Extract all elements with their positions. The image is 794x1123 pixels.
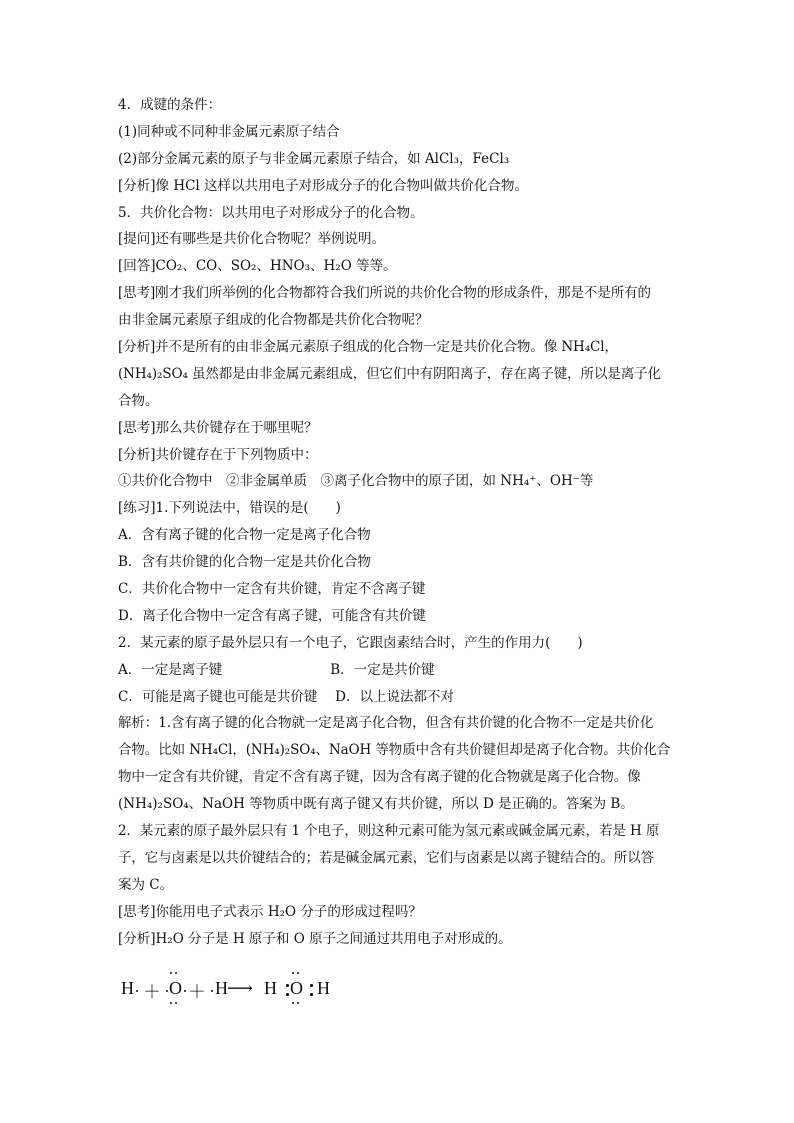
text-line-5: 5．共价化合物：以共用电子对形成分子的化合物。 (118, 204, 424, 221)
formula-plus1: ＋ (143, 982, 161, 1002)
formula-o1: O (169, 978, 182, 998)
text-line-9: 由非金属元素原子组成的化合物都是共价化合物呢？ (118, 312, 429, 329)
electron-dot (170, 972, 172, 974)
reaction-arrow: ⟶ (227, 978, 253, 998)
formula-plus2: ＋ (188, 982, 206, 1002)
electron-pair (310, 993, 313, 996)
options-cd-2: C．可能是离子键也可能是共价键 D．以上说法都不对 (118, 688, 454, 705)
option-c-1: C．共价化合物中一定含有共价键，肯定不含离子键 (118, 581, 426, 598)
text-line-16: [练习]1.下列说法中，错误的是( ) (118, 500, 341, 517)
electron-dot (175, 1002, 177, 1004)
options-ab-2: A．一定是离子键 B．一定是共价键 (118, 661, 435, 678)
text-line-7: [回答]CO₂、CO、SO₂、HNO₃、H₂O 等等。 (118, 258, 397, 275)
text-line-24: 解析：1.含有离子键的化合物就一定是离子化合物，但含有共价键的化合物不一定是共价化 (118, 715, 654, 732)
text-line-6: [提问]还有哪些是共价化合物呢？举例说明。 (118, 231, 386, 248)
formula-h3: H (264, 978, 277, 998)
text-line-10: [分析]并不是所有的由非金属元素原子组成的化合物一定是共价化合物。像 NH₄Cl， (118, 339, 618, 356)
electron-dot (184, 990, 186, 992)
text-line-28: 2．某元素的原子最外层只有 1 个电子，则这种元素可能为氢元素或碱金属元素，若是 H 原 (118, 823, 660, 840)
formula-h2: H (215, 978, 228, 998)
electron-dot (211, 990, 213, 992)
text-line-30: 案为 C。 (118, 876, 174, 893)
text-line-25: 合物。比如 NH₄Cl，(NH₄)₂SO₄、NaOH 等物质中含有共价键但却是离子化合物。共价化合 (118, 742, 671, 759)
electron-dot (170, 1002, 172, 1004)
electron-pair (286, 984, 289, 987)
text-line-8: [思考]刚才我们所举例的化合物都符合我们所说的共价化合物的形成条件，那是不是所有的 (118, 285, 651, 302)
text-line-1: 4．成键的条件： (118, 97, 222, 113)
text-line-14: [分析]共价键存在于下列物质中： (118, 446, 318, 463)
electron-dot (297, 972, 299, 974)
text-line-13: [思考]那么共价键存在于哪里呢？ (118, 419, 318, 436)
option-a-1: A．含有离子键的化合物一定是离子化合物 (118, 527, 371, 544)
text-line-31: [思考]你能用电子式表示 H₂O 分子的形成过程吗？ (118, 903, 422, 920)
electron-formula-h2o (118, 968, 518, 1008)
formula-h1: H (121, 978, 134, 998)
option-b-1: B．含有共价键的化合物一定是共价化合物 (118, 554, 371, 571)
text-line-4: [分析]像 HCl 这样以共用电子对形成分子的化合物叫做共价化合物。 (118, 177, 529, 194)
electron-dot (292, 1002, 294, 1004)
text-line-3: (2)部分金属元素的原子与非金属元素原子结合，如 AlCl₃，FeCl₃ (118, 150, 510, 167)
electron-dot (175, 972, 177, 974)
formula-o2: O (290, 978, 303, 998)
electron-dot (292, 972, 294, 974)
text-line-32: [分析]H₂O 分子是 H 原子和 O 原子之间通过共用电子对形成的。 (118, 930, 512, 947)
electron-pair (286, 993, 289, 996)
text-line-29: 子，它与卤素是以共价键结合的；若是碱金属元素，它们与卤素是以离子键结合的。所以答 (118, 849, 654, 866)
text-line-27: (NH₄)₂SO₄、NaOH 等物质中既有离子键又有共价键，所以 D 是正确的。答案为 B。 (118, 796, 634, 813)
electron-dot (297, 1002, 299, 1004)
text-line-15: ①共价化合物中 ②非金属单质 ③离子化合物中的原子团，如 NH₄⁺、OH⁻等 (118, 473, 594, 490)
text-line-2: (1)同种或不同种非金属元素原子结合 (118, 123, 340, 140)
electron-pair (310, 984, 313, 987)
text-line-26: 物中一定含有共价键，肯定不含有离子键，因为含有离子键的化合物就是离子化合物。像 (118, 769, 641, 786)
text-line-11: (NH₄)₂SO₄ 虽然都是由非金属元素组成，但它们中有阴阳离子，存在离子键，所以是离子化 (118, 365, 661, 382)
text-line-21: 2．某元素的原子最外层只有一个电子，它跟卤素结合时，产生的作用力( ) (118, 634, 583, 651)
text-line-12: 合物。 (118, 392, 159, 409)
document-body (118, 92, 678, 953)
formula-h4: H (317, 978, 330, 998)
electron-dot (136, 990, 138, 992)
option-d-1: D．离子化合物中一定含有离子键，可能含有共价键 (118, 607, 426, 624)
